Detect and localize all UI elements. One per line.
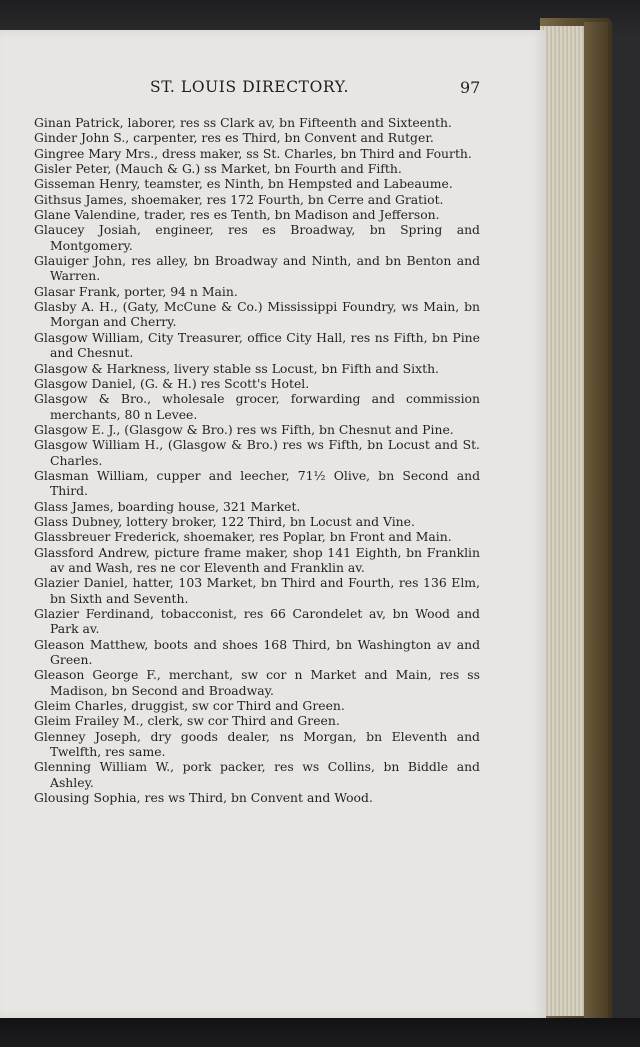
directory-entry: Glasby A. H., (Gaty, McCune & Co.) Mississippi Foundry, ws Main, bn Morgan and Cherry. <box>34 299 480 330</box>
background-bottom <box>0 1018 640 1047</box>
directory-entry: Gisler Peter, (Mauch & G.) ss Market, bn Fourth and Fifth. <box>34 161 402 177</box>
directory-entry: Glass James, boarding house, 321 Market. <box>34 498 301 514</box>
directory-entry: Glenning William W., pork packer, res ws Collins, bn Biddle and Ashley. <box>34 759 480 790</box>
directory-entry: Glass Dubney, lottery broker, 122 Third, bn Locust and Vine. <box>34 513 415 529</box>
directory-entry: Gleason George F., merchant, sw cor n Market and Main, res ss Madison, bn Second and Broadway. <box>34 667 480 698</box>
directory-entry: Gleim Frailey M., clerk, sw cor Third and Green. <box>34 713 340 729</box>
directory-entry: Glasgow William H., (Glasgow & Bro.) res ws Fifth, bn Locust and St. Charles. <box>34 437 480 468</box>
page-edges <box>540 26 584 1016</box>
directory-entry: Glazier Ferdinand, tobacconist, res 66 Carondelet av, bn Wood and Park av. <box>34 606 480 637</box>
directory-entry: Glauiger John, res alley, bn Broadway and Ninth, and bn Benton and Warren. <box>34 253 480 284</box>
directory-entries <box>34 115 480 805</box>
directory-entry: Glane Valendine, trader, res es Tenth, bn Madison and Jefferson. <box>34 207 440 223</box>
directory-entry: Ginan Patrick, laborer, res ss Clark av, bn Fifteenth and Sixteenth. <box>34 115 452 130</box>
directory-entry: Ginder John S., carpenter, res es Third, bn Convent and Rutger. <box>34 130 434 146</box>
directory-entry: Glasgow William, City Treasurer, office City Hall, res ns Fifth, bn Pine and Chesnut. <box>34 329 480 361</box>
directory-entry: Gleason Matthew, boots and shoes 168 Third, bn Washington av and Green. <box>34 636 480 668</box>
directory-entry: Glazier Daniel, hatter, 103 Market, bn Third and Fourth, res 136 Elm, bn Sixth and Seventh. <box>34 575 480 606</box>
directory-entry: Glasgow E. J., (Glasgow & Bro.) res ws Fifth, bn Chesnut and Pine. <box>34 421 454 437</box>
running-title: ST. LOUIS DIRECTORY. <box>150 78 350 96</box>
directory-entry: Glousing Sophia, res ws Third, bn Convent and Wood. <box>34 790 373 806</box>
directory-entry: Glasgow Daniel, (G. & H.) res Scott's Hotel. <box>34 375 310 391</box>
directory-entry: Glasgow & Bro., wholesale grocer, forwarding and commission merchants, 80 n Levee. <box>34 391 480 422</box>
book-cover-right <box>584 22 608 1022</box>
directory-entry: Glaucey Josiah, engineer, res es Broadway, bn Spring and Montgomery. <box>34 222 480 253</box>
running-head <box>0 78 520 102</box>
directory-entry: Glassford Andrew, picture frame maker, shop 141 Eighth, bn Franklin av and Wash, res ne cor Eleventh and Franklin av. <box>34 544 480 575</box>
directory-entry: Glasar Frank, porter, 94 n Main. <box>34 283 238 299</box>
page-number: 97 <box>460 78 481 97</box>
directory-entry: Gleim Charles, druggist, sw cor Third and Green. <box>34 698 345 714</box>
directory-entry: Githsus James, shoemaker, res 172 Fourth, bn Cerre and Gratiot. <box>34 191 444 207</box>
directory-entry: Glasgow & Harkness, livery stable ss Locust, bn Fifth and Sixth. <box>34 360 440 376</box>
directory-entry: Glenney Joseph, dry goods dealer, ns Morgan, bn Eleventh and Twelfth, res same. <box>34 728 480 760</box>
directory-entry: Glassbreuer Frederick, shoemaker, res Poplar, bn Front and Main. <box>34 529 452 545</box>
directory-entry: Gisseman Henry, teamster, es Ninth, bn Hempsted and Labeaume. <box>34 176 453 192</box>
directory-entry: Glasman William, cupper and leecher, 71½ Olive, bn Second and Third. <box>34 467 480 499</box>
directory-entry: Gingree Mary Mrs., dress maker, ss St. Charles, bn Third and Fourth. <box>34 145 472 161</box>
